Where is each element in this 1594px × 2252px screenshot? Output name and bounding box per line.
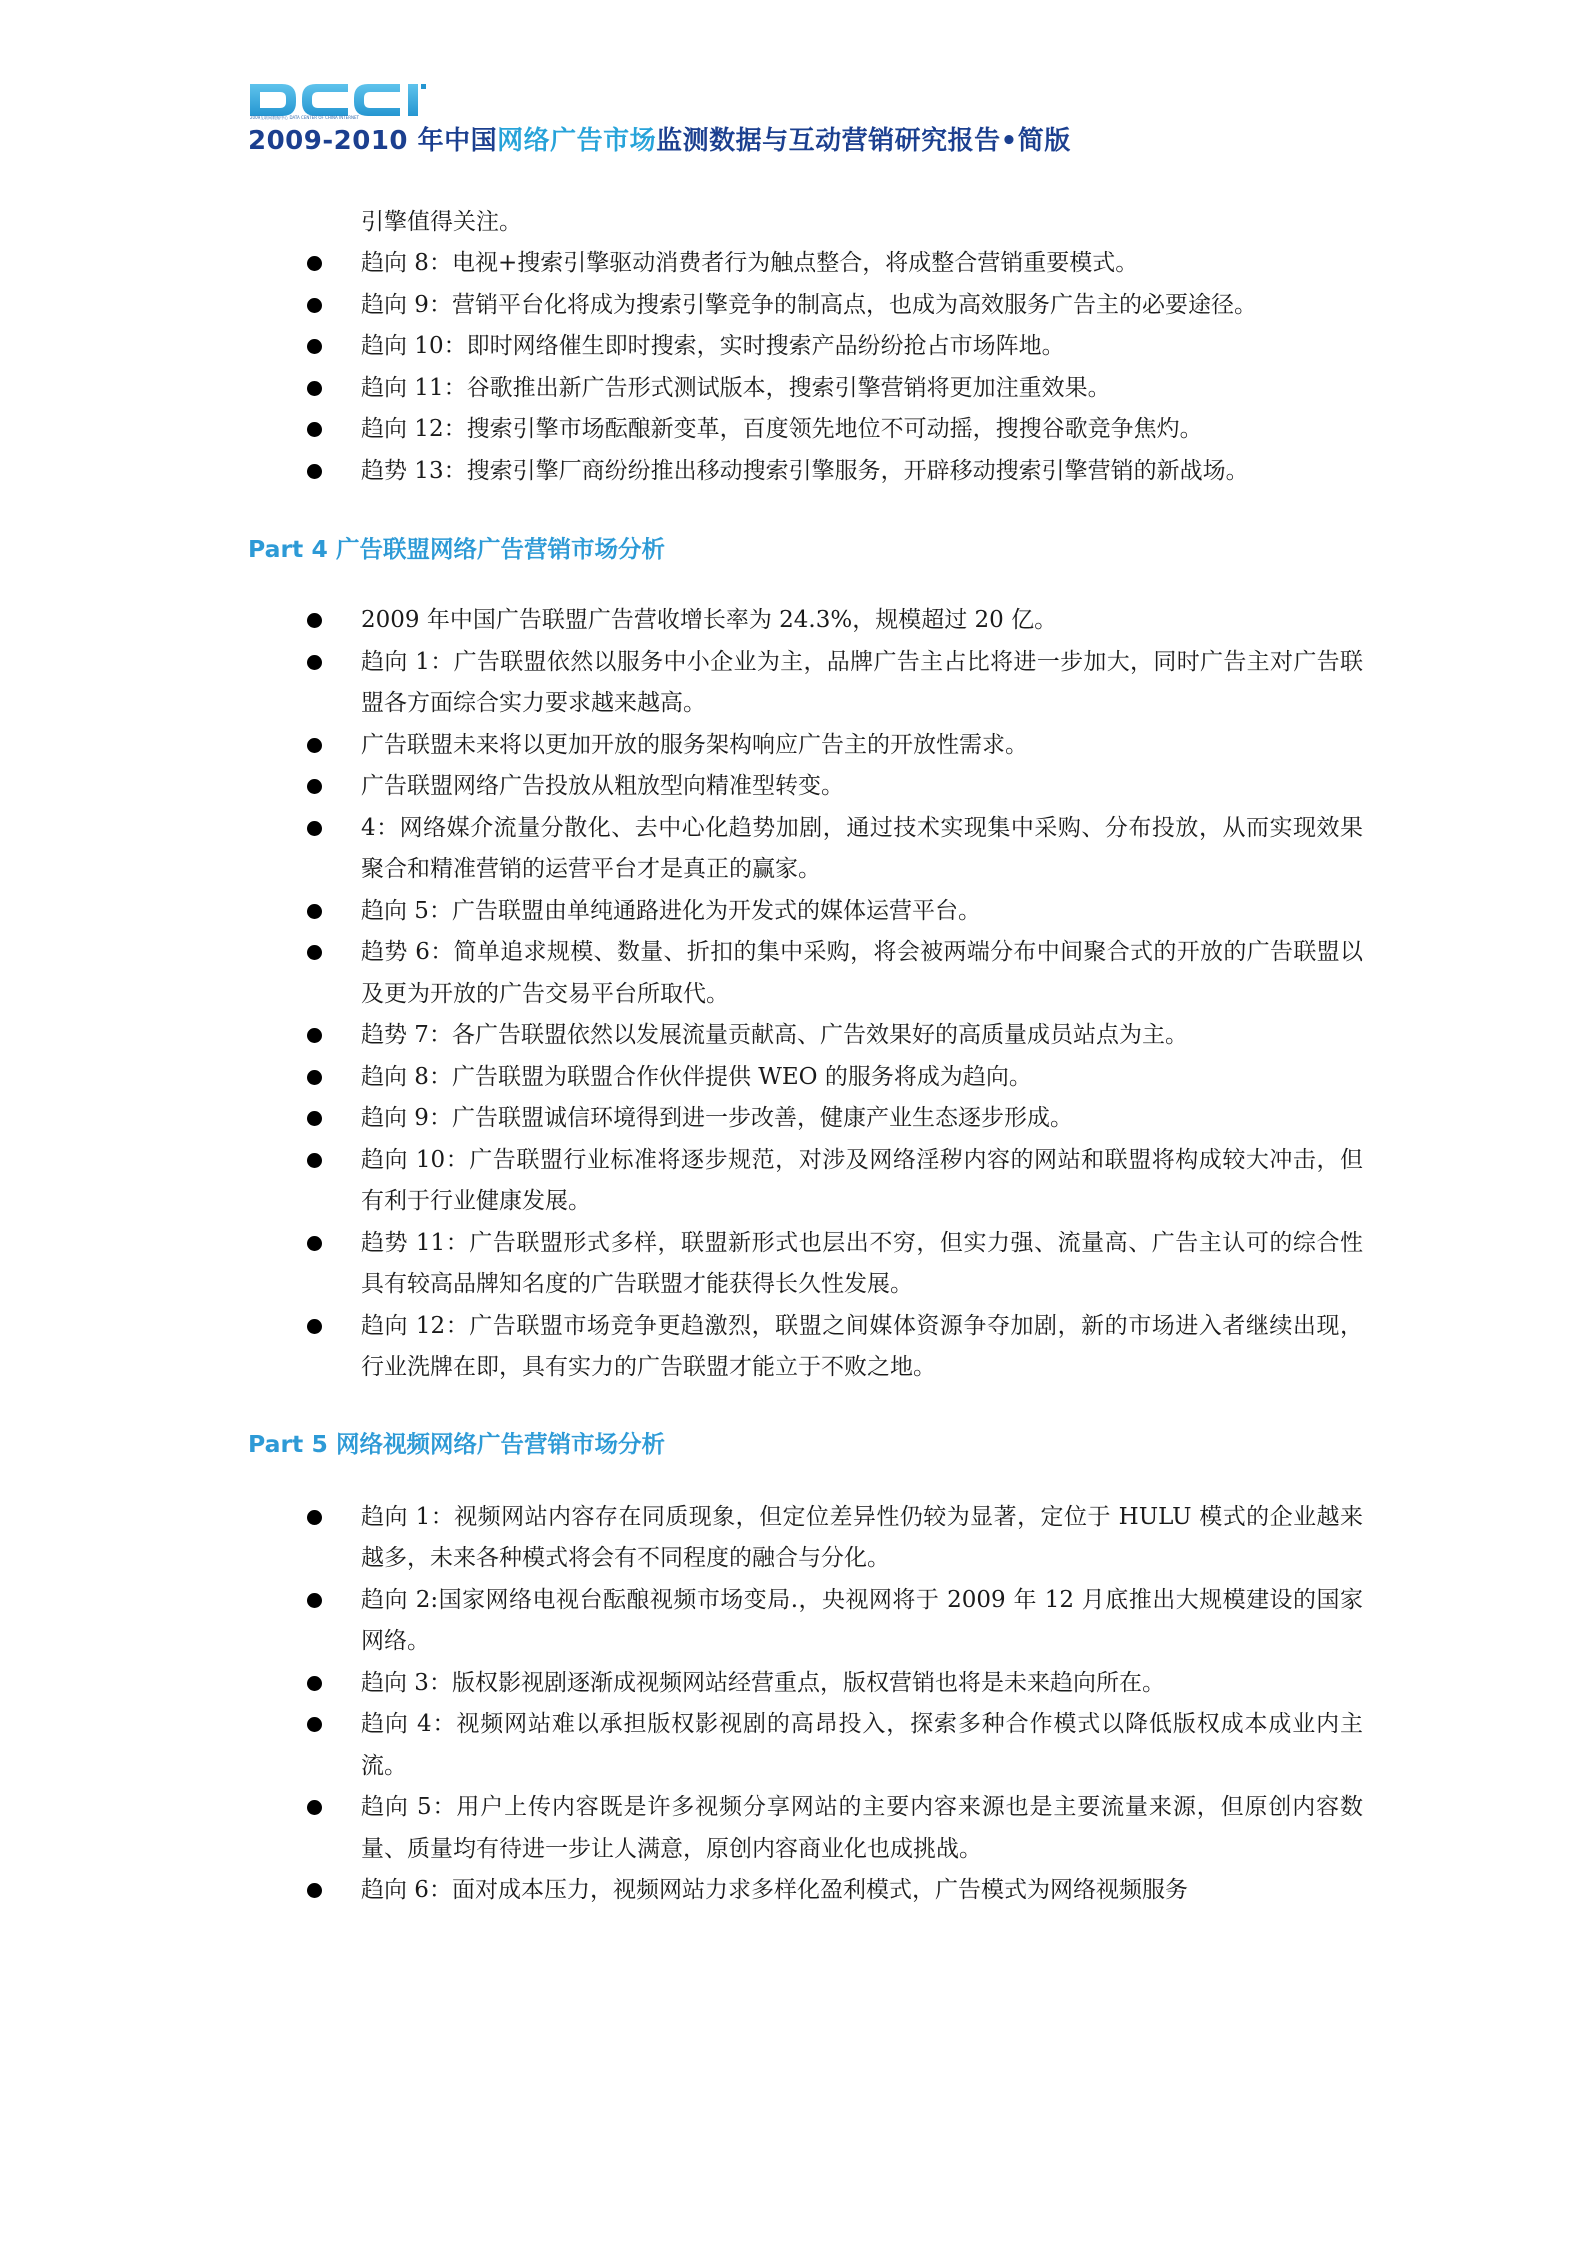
- bullet-item: 趋向 8：广告联盟为联盟合作伙伴提供 WEO 的服务将成为趋向。: [248, 1057, 1363, 1099]
- bullet-item: 趋势 13：搜索引擎厂商纷纷推出移动搜索引擎服务，开辟移动搜索引擎营销的新战场。: [248, 451, 1363, 493]
- part5-trend-list: [248, 1497, 1363, 1912]
- bullet-item: 趋势 6：简单追求规模、数量、折扣的集中采购，将会被两端分布中间聚合式的开放的广告联盟以及更为开放的广告交易平台所取代。: [248, 932, 1363, 1015]
- bullet-item: 趋向 1：广告联盟依然以服务中小企业为主，品牌广告主占比将进一步加大，同时广告主对广告联盟各方面综合实力要求越来越高。: [248, 642, 1363, 725]
- bullet-item: 趋向 12：搜索引擎市场酝酿新变革，百度领先地位不可动摇，搜搜谷歌竞争焦灼。: [248, 409, 1363, 451]
- bullet-item: 趋向 8：电视+搜索引擎驱动消费者行为触点整合，将成整合营销重要模式。: [248, 243, 1363, 285]
- part4-trend-list: [248, 600, 1363, 1389]
- bullet-item: 广告联盟网络广告投放从粗放型向精准型转变。: [248, 766, 1363, 808]
- bullet-item: 4：网络媒介流量分散化、去中心化趋势加剧，通过技术实现集中采购、分布投放，从而实现效果聚合和精准营销的运营平台才是真正的赢家。: [248, 808, 1363, 891]
- bullet-item: 趋向 1：视频网站内容存在同质现象，但定位差异性仍较为显著，定位于 HULU 模式的企业越来越多，未来各种模式将会有不同程度的融合与分化。: [248, 1497, 1363, 1580]
- bullet-item: 趋向 4：视频网站难以承担版权影视剧的高昂投入，探索多种合作模式以降低版权成本成业内主流。: [248, 1704, 1363, 1787]
- bullet-item: 趋势 11：广告联盟形式多样，联盟新形式也层出不穷，但实力强、流量高、广告主认可的综合性具有较高品牌知名度的广告联盟才能获得长久性发展。: [248, 1223, 1363, 1306]
- bullet-item: 趋向 5：用户上传内容既是许多视频分享网站的主要内容来源也是主要流量来源，但原创内容数量、质量均有待进一步让人满意，原创内容商业化也成挑战。: [248, 1787, 1363, 1870]
- dcci-logo: [248, 78, 483, 120]
- bullet-item: 趋向 6：面对成本压力，视频网站力求多样化盈利模式，广告模式为网络视频服务: [248, 1870, 1363, 1912]
- bullet-item: 趋向 3：版权影视剧逐渐成视频网站经营重点，版权营销也将是未来趋向所在。: [248, 1663, 1363, 1705]
- bullet-item: 趋向 10：广告联盟行业标准将逐步规范，对涉及网络淫秽内容的网站和联盟将构成较大冲击，但有利于行业健康发展。: [248, 1140, 1363, 1223]
- svg-text:2009互联网数据中心 DATA CENTER OF CHI: 2009互联网数据中心 DATA CENTER OF CHINA INTERNET: [250, 115, 359, 120]
- bullet-item: 趋向 12：广告联盟市场竞争更趋激烈，联盟之间媒体资源争夺加剧，新的市场进入者继续出现，行业洗牌在即，具有实力的广告联盟才能立于不败之地。: [248, 1306, 1363, 1389]
- continuation-text: 引擎值得关注。: [361, 209, 522, 235]
- bullet-item: 趋势 7：各广告联盟依然以发展流量贡献高、广告效果好的高质量成员站点为主。: [248, 1015, 1363, 1057]
- bullet-item: 2009 年中国广告联盟广告营收增长率为 24.3%，规模超过 20 亿。: [248, 600, 1363, 642]
- document-body: [248, 202, 1363, 1912]
- bullet-item: 趋向 9：营销平台化将成为搜索引擎竞争的制高点，也成为高效服务广告主的必要途径。: [248, 285, 1363, 327]
- bullet-item: 趋向 10：即时网络催生即时搜索，实时搜索产品纷纷抢占市场阵地。: [248, 326, 1363, 368]
- report-title: 2009-2010 年中国网络广告市场监测数据与互动营销研究报告•简版: [248, 126, 1071, 156]
- part4-heading: Part 4 广告联盟网络广告营销市场分析: [248, 535, 665, 563]
- part5-heading: Part 5 网络视频网络广告营销市场分析: [248, 1429, 665, 1458]
- bullet-item: 趋向 2:国家网络电视台酝酿视频市场变局.，央视网将于 2009 年 12 月底推出大规模建设的国家网络。: [248, 1580, 1363, 1663]
- part3-trend-list: [248, 243, 1363, 492]
- bullet-item: 广告联盟未来将以更加开放的服务架构响应广告主的开放性需求。: [248, 725, 1363, 767]
- bullet-item: 趋向 11：谷歌推出新广告形式测试版本，搜索引擎营销将更加注重效果。: [248, 368, 1363, 410]
- bullet-item: 趋向 5：广告联盟由单纯通路进化为开发式的媒体运营平台。: [248, 891, 1363, 933]
- report-header: [248, 78, 1348, 158]
- bullet-item: 趋向 9：广告联盟诚信环境得到进一步改善，健康产业生态逐步形成。: [248, 1098, 1363, 1140]
